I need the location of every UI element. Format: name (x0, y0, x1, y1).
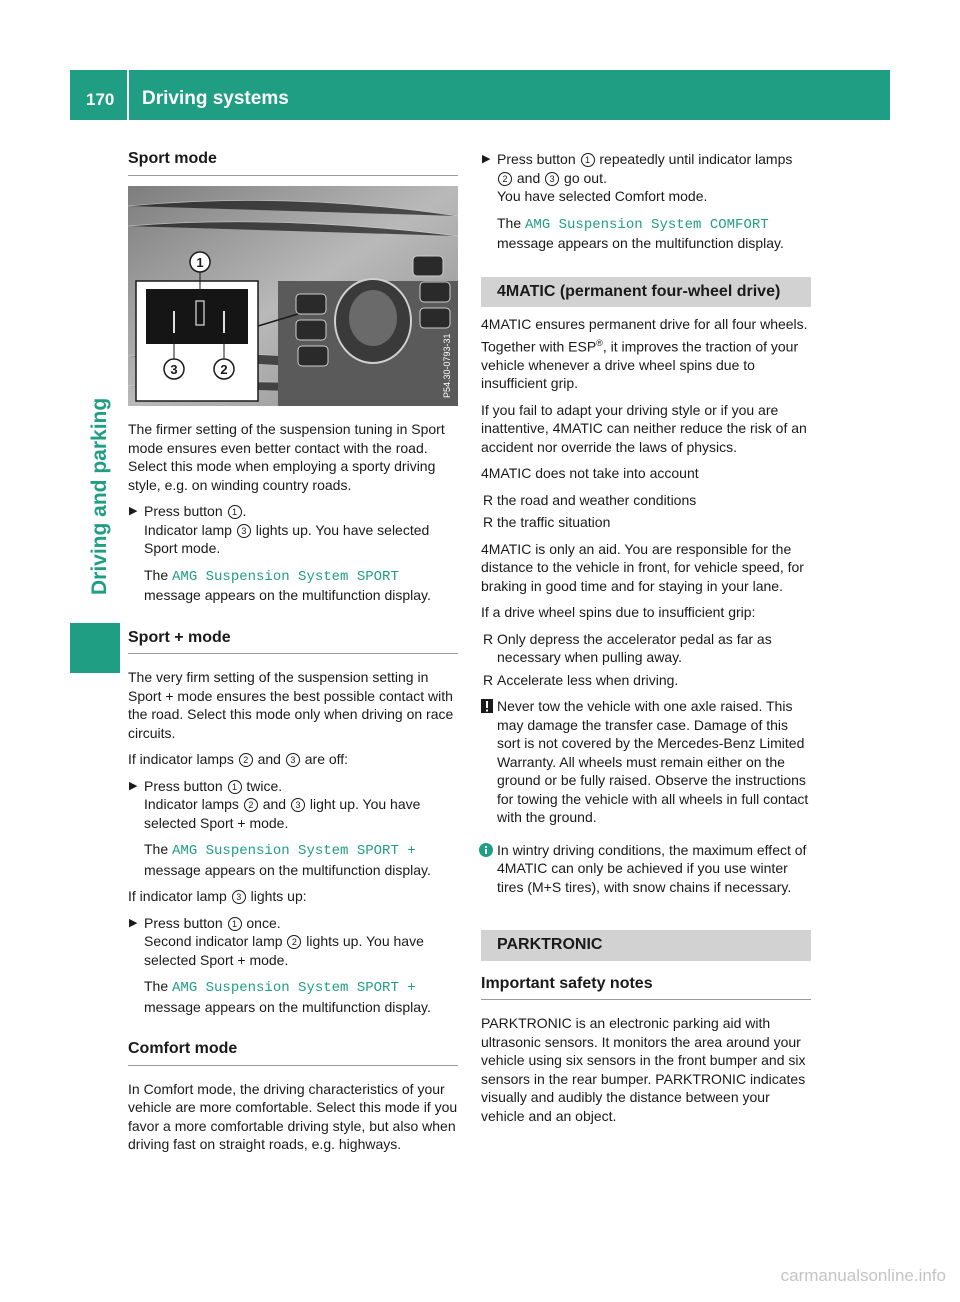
left-column (128, 150, 458, 1154)
4matic-p5: If a drive wheel spins due to insufficient grip: (481, 604, 756, 621)
ref-circle: 2 (287, 935, 301, 949)
center-console-photo (128, 186, 458, 406)
display-message: AMG Suspension System SPORT + (172, 980, 416, 996)
info-icon (479, 843, 493, 857)
ref-circle: 1 (228, 505, 242, 519)
page-number: 170 (86, 90, 115, 109)
ref-circle: 1 (228, 917, 242, 931)
sport-plus-intro: The very firm setting of the suspension setting in Sport + mode ensures the best possible contact with the road. Select this mode only when driving on race circuits. (128, 669, 454, 741)
step-arrow-icon: ▶ (129, 916, 138, 929)
list-item: R Accelerate less when driving. (483, 671, 679, 688)
4matic-p2: If you fail to adapt your driving style or if you are inattentive, 4MATIC can neither reduce the risk of an accident nor override the laws of physics. (481, 401, 807, 455)
ref-circle: 1 (228, 780, 242, 794)
bullet-icon: R (483, 671, 494, 688)
parktronic-heading: PARKTRONIC (481, 930, 811, 961)
4matic-heading: 4MATIC (permanent four-wheel drive) (481, 277, 811, 308)
display-message: AMG Suspension System SPORT + (172, 843, 416, 859)
header-divider (127, 70, 129, 120)
step-arrow-icon: ▶ (129, 505, 138, 517)
step-arrow-icon: ▶ (482, 153, 491, 165)
bullet-icon: R (483, 514, 494, 531)
sport-intro: The firmer setting of the suspension tuning in Sport mode ensures even better contact with the road. Select this mode when employing a sporty driving style, e.g. on winding country roads. (128, 421, 445, 493)
list-item: R Only depress the accelerator pedal as far as necessary when pulling away. (483, 630, 772, 666)
display-message: AMG Suspension System COMFORT (525, 216, 769, 233)
list-item: R the road and weather conditions (483, 491, 697, 508)
bullet-icon: R (483, 491, 494, 508)
figure-code: P54.30-0793-31 (442, 332, 452, 398)
4matic-p3: 4MATIC does not take into account (481, 465, 699, 482)
if-lamps-off: If indicator lamps 2 and 3 are off: (128, 751, 349, 767)
comfort-intro: In Comfort mode, the driving characteristics of your vehicle are more comfortable. Select this mode if you favor a more comfortable driving style, but also when driving fast on straight roads, e.g. highways. (128, 1080, 458, 1152)
ref-circle: 3 (286, 753, 300, 767)
warning-note: Never tow the vehicle with one axle raised. This may damage the transfer case. Damage of this sort is not covered by the Mercedes-Benz Limited Warranty. All wheels must remain either on the ground or be fully raised. Observe the instructions for towing the vehicle with all wheels in full contact with the ground. (481, 697, 811, 827)
step-arrow-icon: ▶ (129, 779, 138, 792)
parktronic-p1: PARKTRONIC is an electronic parking aid with ultrasonic sensors. It monitors the area around your vehicle using six sensors in the front bumper and six sensors in the rear bumper. PARKTRONIC indicates visually and audibly the distance between your vehicle and an object. (481, 1015, 806, 1124)
sport-plus-step-twice: ▶ Press button 1 twice. Indicator lamps 2 and 3 light up. You have selected Sport + mode. The AMG Suspension System SPORT + message appears on the multifunction display. (129, 777, 431, 878)
ref-circle: 3 (237, 524, 251, 538)
ref-circle: 2 (498, 172, 512, 186)
section-title: Driving systems (142, 88, 289, 109)
ref-circle: 3 (291, 798, 305, 812)
sport-step: ▶ Press button 1 . Indicator lamp 3 lights up. You have selected Sport mode. The AMG Suspension System SPORT message appears on the multifunction display. (129, 503, 431, 603)
right-column (481, 150, 811, 1125)
display-message: AMG Suspension System SPORT (172, 568, 399, 585)
info-note: In wintry driving conditions, the maximum effect of 4MATIC can only be achieved if you use winter tires (M+S tires), with snow chains if necessary. (481, 841, 811, 897)
callout-3-label: 3 (170, 361, 178, 377)
callout-2-label: 2 (220, 361, 228, 377)
sport-plus-heading: Sport + mode (128, 629, 458, 655)
ref-circle: 1 (581, 153, 595, 167)
footer-watermark: carmanualsonline.info (780, 1266, 946, 1285)
warning-icon (481, 699, 493, 713)
sport-mode-heading: Sport mode (128, 150, 458, 176)
if-lamp-on: If indicator lamp 3 lights up: (128, 888, 307, 904)
side-tab-marker (70, 623, 120, 673)
side-tab-label: Driving and parking (88, 397, 111, 595)
ref-circle: 3 (232, 890, 246, 904)
4matic-p4: 4MATIC is only an aid. You are responsible for the distance to the vehicle in front, for vehicle speed, for braking in good time and for staying in your lane. (481, 540, 804, 594)
comfort-mode-heading: Comfort mode (128, 1040, 458, 1066)
ref-circle: 3 (545, 172, 559, 186)
4matic-p1: 4MATIC ensures permanent drive for all four wheels. Together with ESP®, it improves the traction of your vehicle whenever a drive wheel spins due to insufficient grip. (481, 316, 808, 392)
safety-notes-heading: Important safety notes (481, 975, 811, 1001)
comfort-step: ▶ Press button 1 repeatedly until indicator lamps 2 and 3 go out. You have selected Comfort mode. The AMG Suspension System COMFORT message appears on the multifunction display. (482, 151, 793, 251)
bullet-icon: R (483, 630, 494, 647)
sport-plus-step-once: ▶ Press button 1 once. Second indicator lamp 2 lights up. You have selected Sport + mode. The AMG Suspension System SPORT + message appears on the multifunction display. (129, 914, 431, 1015)
ref-circle: 2 (244, 798, 258, 812)
callout-1-label: 1 (196, 254, 204, 270)
list-item: R the traffic situation (483, 514, 611, 531)
ref-circle: 2 (239, 753, 253, 767)
